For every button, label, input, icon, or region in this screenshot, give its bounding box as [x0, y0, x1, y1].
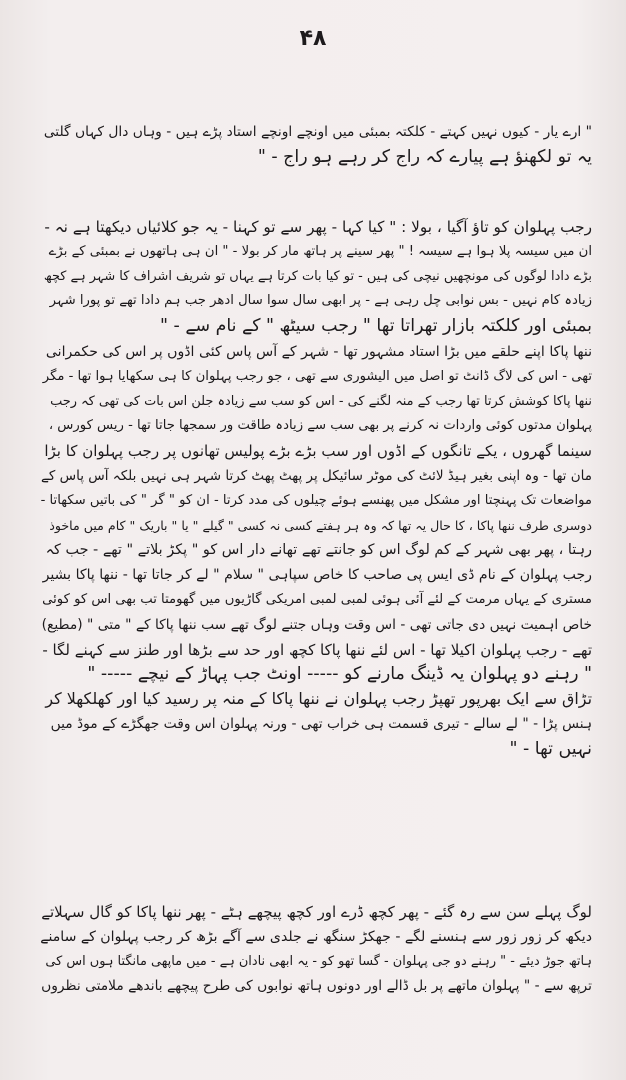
paragraph-1	[40, 120, 592, 170]
text-line: ننھا پاکا اپنے حلقے میں بڑا استاد مشہور تھا - شہر کے آس پاس کئی اڈوں پر اس کی حکمرانی	[45, 344, 592, 360]
text-line: ہاتھ جوڑ دیئے - " رہنے دو جی پہلوان - گسا تھو کو - یہ ابھی نادان ہے - میں ماپھی مانگتا ہوں اس کی	[45, 953, 592, 969]
text-line: سینما گھروں ، یکے تانگوں کے اڈوں اور سب بڑے بڑے پولیس تھانوں پر رجب پہلوان کا بڑا	[44, 442, 592, 461]
text-line: مواضعات تک پہنچتا اور مشکل میں پھنسے ہوئے چیلوں کی مدد کرتا - ان کو " گر " کی باتیں سکھاتا -	[40, 492, 592, 508]
paragraph-2	[40, 215, 592, 339]
text-line: مان تھا - وہ اپنی بغیر ہیڈ لائٹ کی موٹر سائیکل پر پھٹ پھٹ کرتا شہر ہی نہیں بلکہ آس پاس کے	[41, 467, 592, 484]
text-line: تڑاق سے ایک بھرپور تھپڑ رجب پہلوان نے ننھا پاکا کے منہ پر رسید کیا اور کھلکھلا کر	[45, 689, 592, 709]
text-line: پہلوان مدتوں کوئی واردات نہ کرنے پر بھی سب سے زیادہ طاقت ور سمجھا جاتا تھا - ریس کورس ،	[48, 418, 592, 434]
text-line: ترپھ سے - " پہلوان ماتھے پر بل ڈالے اور دونوں ہاتھ نوابوں کی طرح پیچھے باندھے ملامتی نظروں	[41, 978, 592, 995]
paragraph-4	[40, 900, 592, 999]
text-line: بڑے دادا لوگوں کی مونچھیں نیچی کی ہیں - تو کیا بات کرتا ہے یہاں تو شریف اشراف کا شہر ہے کچھ	[43, 268, 592, 284]
text-line: لوگ پہلے سن سے رہ گئے - پھر کچھ ڈرے اور کچھ پیچھے ہٹے - پھر ننھا پاکا کو گال سہلاتے	[41, 903, 592, 921]
text-line: رجب پہلوان کو تاؤ آگیا ، بولا : " کیا کہا - پھر سے تو کہنا - یہ جو کلائیاں دیکھتا ہے نہ -	[44, 218, 592, 236]
paragraph-3	[40, 340, 592, 762]
text-line: رجب پہلوان کے نام ڈی ایس پی صاحب کا خاص سپاہی " سلام " لے کر جاتا تھا - ننھا پاکا بشیر	[42, 567, 592, 584]
text-line: دوسری طرف ننھا پاکا ، کا حال یہ تھا کہ وہ ہر ہفتے کسی نہ کسی " گیلے " یا " باریک " کام میں ماخوذ	[49, 517, 592, 533]
text-line: تھے - رجب پہلوان اکیلا تھا - اس لئے ننھا پاکا کچھ اور حد سے بڑھا اور طنز سے کہنے لگا -	[42, 640, 592, 659]
text-line: دیکھ کر زور زور سے ہنسنے لگے - جھکڑ سنگھ نے جلدی سے آگے بڑھ کر رجب پہلوان کے سامنے	[40, 928, 592, 945]
page-number: ۴۸	[299, 26, 327, 51]
text-line: بمبئی اور کلکتہ بازار تھراتا تھا " رجب سیٹھ " کے نام سے - "	[159, 316, 592, 337]
text-line: خاص اہمیت نہیں دی جاتی تھی - اس وقت وہاں جتنے لوگ تھے سب ننھا پاکا کے " متی " (مطیع)	[41, 616, 592, 633]
text-line: زیادہ کام نہیں - بس نوابی چل رہی ہے - پر ابھی سال سوا سال ادھر جب ہم دادا تھے تو پورا شہر	[49, 293, 592, 309]
text-line: " رہنے دو پہلوان یہ ڈینگ مارنے کو ----- اونٹ جب پہاڑ کے نیچے ----- "	[87, 664, 592, 685]
text-line: نہیں تھا - "	[509, 738, 592, 759]
text-line: ان میں سیسہ پلا ہوا ہے سیسہ ! " پھر سینے پر ہاتھ مار کر بولا - " ان ہی ہاتھوں نے بمبئی کے بڑے	[48, 243, 592, 259]
text-line: ہنس پڑا - " لے سالے - تیری قسمت ہی خراب تھی - ورنہ پہلوان اس وقت جھگڑے کے موڈ میں	[50, 715, 592, 732]
text-line: رہتا ، پھر بھی شہر کے کم لوگ اس کو جانتے تھے تھانے دار اس کو " پکڑ بلاتے " تھے - جب کہ	[45, 542, 592, 559]
text-line: " ارے یار - کیوں نہیں کہتے - کلکتہ بمبئی میں اونچے اونچے استاد پڑے ہیں - وہاں دال کہاں گلتی	[43, 124, 592, 140]
text-line: تھی - اس کی لاگ ڈانٹ تو اصل میں الیشوری سے تھی ، جو رجب پہلوان کا ہی سکھایا ہوا تھا - مگر	[42, 368, 592, 384]
text-line: مستری کے یہاں مرمت کے لئے آئی ہوئی لمبی لمبی امریکی گاڑیوں میں گھومتا تب بھی اس کو کوئی	[42, 591, 592, 607]
text-line: یہ تو لکھنؤ ہے پیارے کہ راج کر رہے ہو راج - "	[257, 146, 592, 167]
text-line: ننھا پاکا کوشش کرتا تھا رجب کے منہ لگنے کی - اس کو سب سے زیادہ جلن اس بات کی تھی کہ رجب	[50, 393, 592, 409]
